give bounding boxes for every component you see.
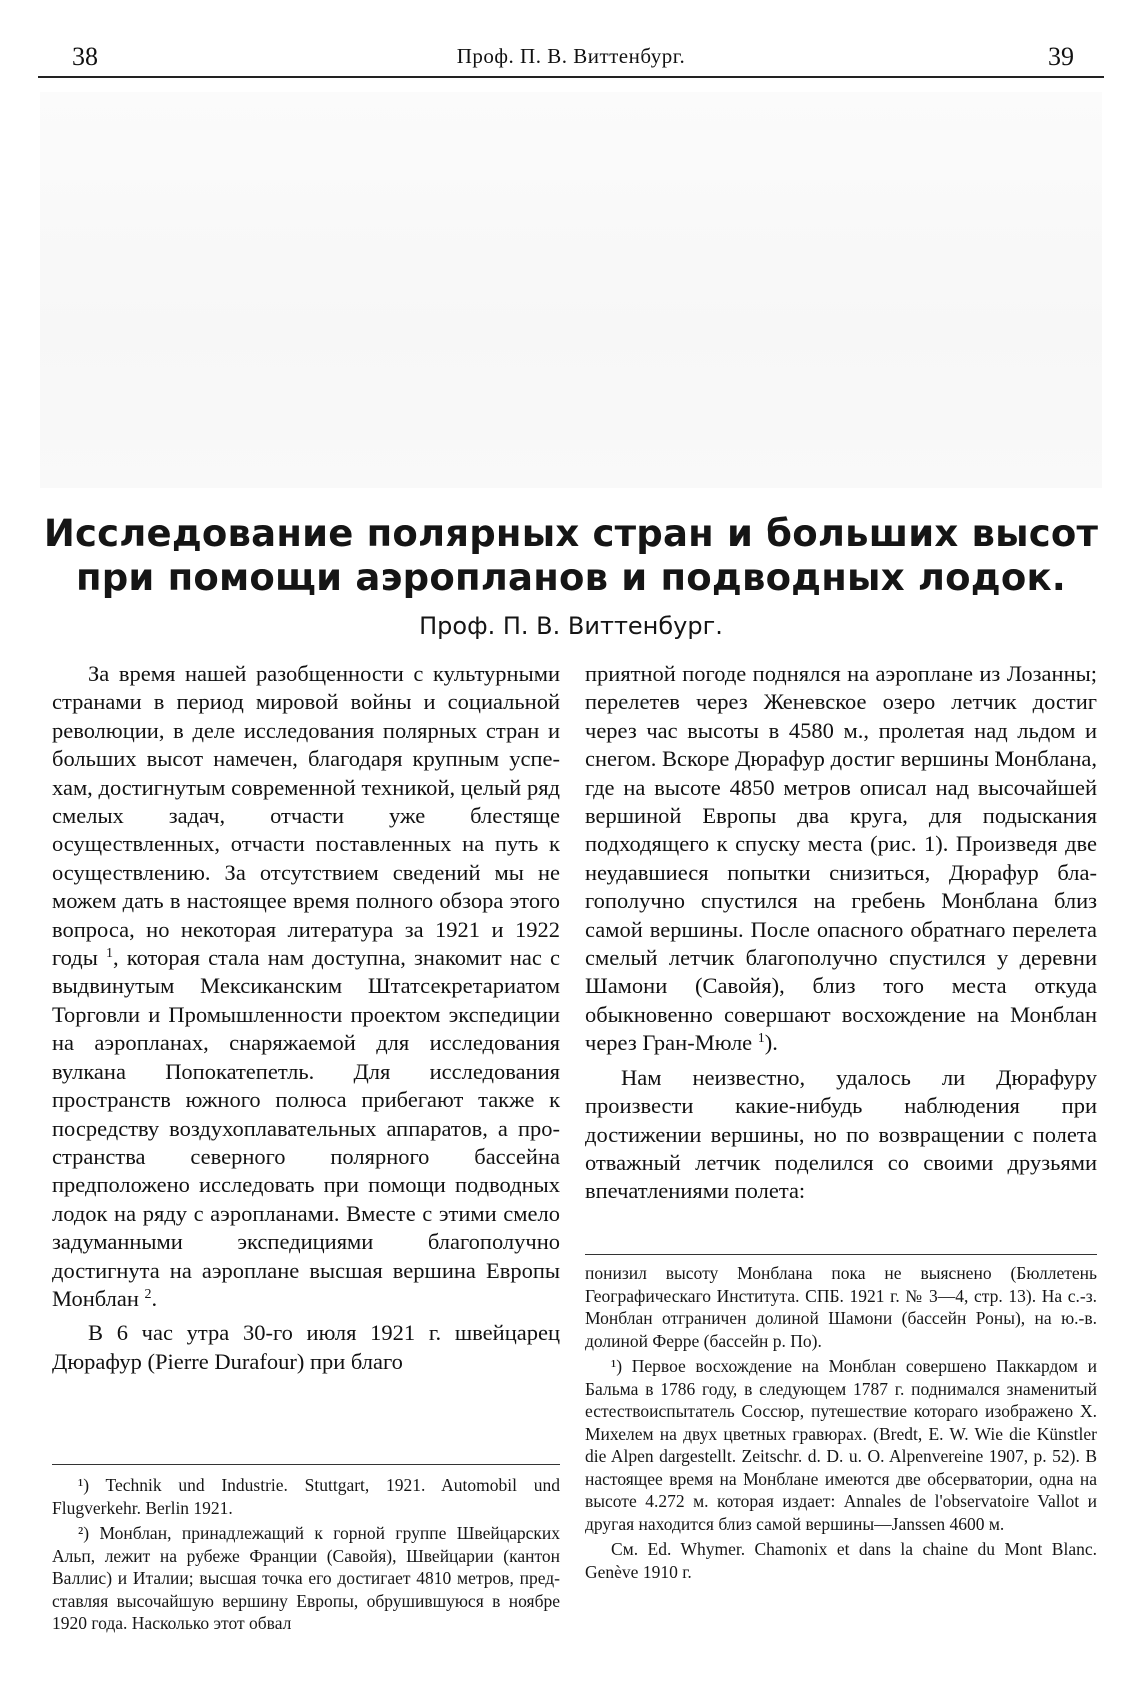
body-paragraph — [52, 660, 560, 1313]
body-text: . — [151, 1285, 158, 1311]
footnote-rule-right — [585, 1254, 1097, 1255]
body-column-left — [52, 660, 560, 1376]
footnote-2: ²) Монблан, принадлежащий к горной группе Швейцарских Альп, лежит на рубеже Франции (Савойя), Швейцарии (кантон Валлис) и Италии; высшая точка его достигает 4810 метров, представляя высочайшую вершину Европы, обрушившуюся в ноябре 1920 года. Насколько этот обвал — [52, 1523, 560, 1633]
footnote-ref: 2 — [144, 1286, 152, 1302]
footnote-see-also: См. Ed. Whymer. Chamonix et dans la chaine du Mont Blanc. Genève 1910 г. — [585, 1539, 1097, 1582]
article-title-line-2: при помощи аэропланов и подводных лодок. — [75, 556, 1067, 599]
footnote-ref: 1 — [106, 946, 114, 962]
footnote-rule-left — [52, 1464, 560, 1465]
article-title-line-1: Исследование полярных стран и больших высот — [43, 512, 1099, 555]
body-text: , которая стала нам доступна, знакомит нас с выдвинутым Мексиканским Штатсекретариатом Торговли и Промышленности проектом экспедиции на аэропланах, снаряжаемой для исследования вулкана Попокатепетль. Для исследования пространств южного полюса прибегают также к посредству воздухоплавательных аппаратов, а пространства северного полярного бассейна предположено исследовать при помощи подводных лодок на ряду с аэропланами. Вместе с этими смело задуманными экспедициями благополучно достигнута на аэроплане высшая вершина Европы Монблан — [52, 945, 560, 1311]
footnote-1-right: ¹) Первое восхождение на Монблан совершено Паккардом и Бальма в 1786 году, в следующем 1787 г. поднимался знаменитый естествоиспытатель Соссюр, путешествие котораго изображено Х. Михелем на двух цветных гравюрах. (Bredt, E. W. Wie die Künstler die Alpen dargestellt. Zeitschr. d. D. u. O. Alpenvereine 1907, p. 52). В настоящее время на Монблане имеются две обсерватории, одна на высоте 4.272 м. которая издает: Annales de l'observatoire Vallot и другая находится близ самой вершины—Janssen 4600 м. — [585, 1356, 1097, 1534]
footnotes-right — [585, 1262, 1097, 1586]
body-paragraph: В 6 час утра 30-го июля 1921 г. швейцарец Дюрафур (Pierre Durafour) при благо — [52, 1320, 560, 1374]
body-text: За время нашей разобщенности с культурными странами в период мировой войны и социальной революции, в деле исследования полярных стран и больших высот намечен, благодаря крупным успехам, достигнутым современной техникой, целый ряд смелых задач, отчасти уже блестяще осуществленных, отчасти поставленных на путь к осуществлению. За отсутствием сведений мы не можем дать в настоящее время полного обзора этого вопроса, но некоторая литература за 1921 и 1922 годы — [52, 661, 560, 971]
body-paragraph: Нам неизвестно, удалось ли Дюрафуру произвести какие-нибудь наблюдения при достижении вершины, но по возвращении с полета отважный летчик поделился со своими друзьями впечатлениями полета: — [585, 1064, 1097, 1204]
body-column-right — [585, 660, 1097, 1206]
body-text: приятной погоде поднялся на аэроплане из Лозанны; перелетев через Женевское озеро летчик достиг через час высоты в 4580 м., пролетая над льдом и снегом. Вскоре Дюрафур достиг вершины Монблана, где на высоте 4850 метров описал над высочайшей вершиной Европы два круга, для подыскания подходящего к спуску места (рис. 1). Произведя две неудавшиеся попытки снизиться, Дюрафур благополучно спустился на гребень Монблана близ самой вершины. После опасного обратнаго перелета смелый летчик благополучно спустился у деревни Шамони (Савойя), близ того места откуда обыкновенно совершают восхождение на Монблан через Гран-Мюле — [585, 661, 1097, 1056]
article-author: Проф. П. В. Виттенбург. — [419, 612, 723, 640]
footnote-ref: 1 — [757, 1031, 765, 1047]
footnote-1: ¹) Technik und Industrie. Stuttgart, 1921. Automobil und Flugverkehr. Berlin 1921. — [52, 1475, 560, 1518]
footnote-continuation: понизил высоту Монблана пока не выяснено (Бюллетень Географическаго Института. СПБ. 1921 г. № 3—4, стр. 13). На с.-з. Монблан отграничен долиной Шамони (бассейн Роны), на ю.-в. долиной Ферре (бассейн р. По). — [585, 1263, 1097, 1351]
blank-figure-area — [40, 92, 1102, 488]
article-title — [40, 512, 1102, 600]
page-number-left: 38 — [72, 42, 98, 71]
footnotes-left — [52, 1474, 560, 1638]
running-header-title: Проф. П. В. Виттенбург. — [456, 44, 686, 68]
body-paragraph — [585, 660, 1097, 1058]
running-header — [38, 36, 1104, 78]
body-text: ). — [764, 1030, 778, 1056]
page-number-right: 39 — [1048, 42, 1074, 71]
